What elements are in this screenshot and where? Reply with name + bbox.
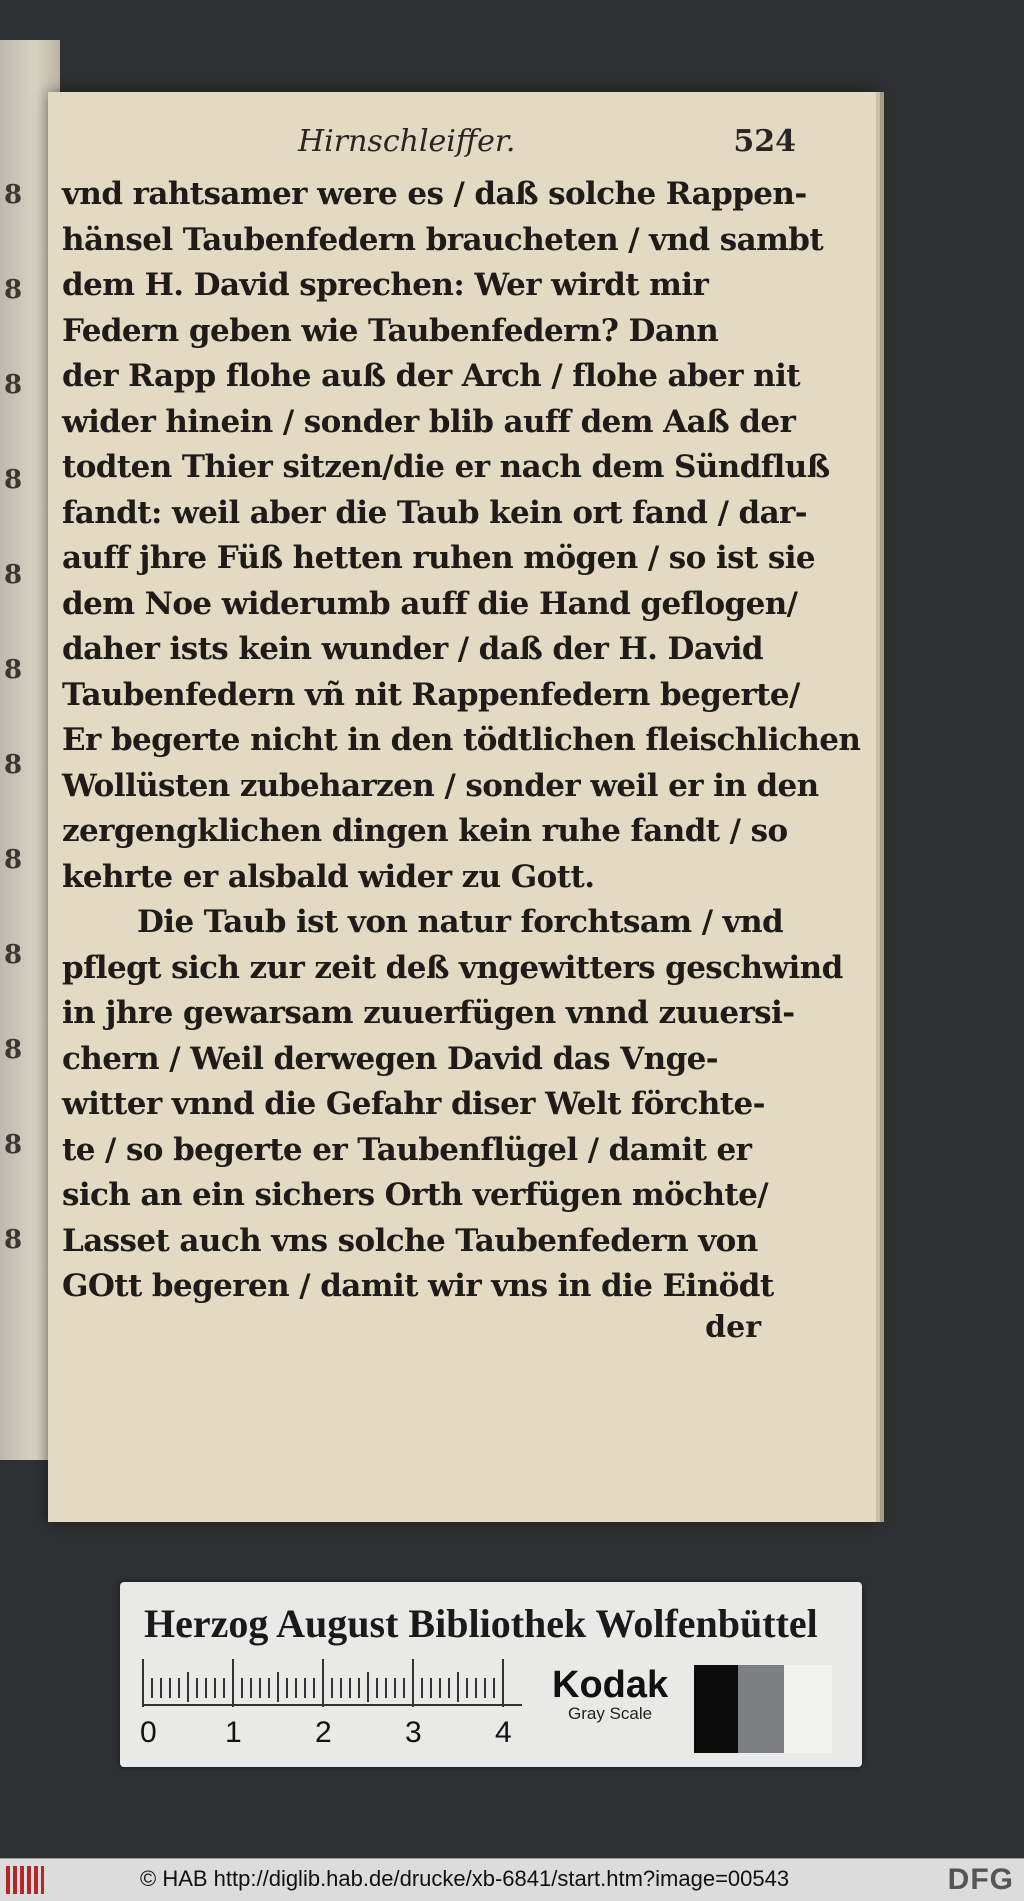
ruler-tick: [232, 1659, 234, 1707]
ruler-tick: [502, 1659, 504, 1707]
ruler-tick: [430, 1678, 432, 1698]
ruler: [142, 1664, 542, 1759]
text-line: te / so begerte er Taubenflügel / damit er: [62, 1131, 752, 1168]
ruler-tick: [322, 1659, 324, 1707]
ruler-tick: [295, 1678, 297, 1698]
margin-glyph: 8: [4, 370, 23, 400]
running-head: Hirnschleiffer.: [298, 124, 516, 159]
text-line: Federn geben wie Taubenfedern? Dann: [62, 312, 719, 349]
ruler-tick: [349, 1678, 351, 1698]
text-line: sich an ein sichers Orth verfügen möchte/: [62, 1177, 768, 1213]
card-title: Herzog August Bibliothek Wolfenbüttel: [144, 1601, 818, 1646]
text-line: in jhre gewarsam zuuerfügen vnnd zuuersi-: [62, 995, 795, 1031]
ruler-baseline: [142, 1704, 522, 1706]
ruler-tick: [475, 1678, 477, 1698]
ruler-tick: [142, 1659, 144, 1707]
ruler-tick: [250, 1678, 252, 1698]
ruler-tick: [196, 1678, 198, 1698]
ruler-tick: [358, 1678, 360, 1698]
text-line: Wollüsten zubeharzen / sonder weil er in den: [62, 767, 819, 804]
ruler-tick: [421, 1678, 423, 1698]
ruler-tick: [376, 1678, 378, 1698]
text-line: hänsel Taubenfedern braucheten / vnd sambt: [62, 221, 824, 258]
margin-glyph: 8: [4, 275, 23, 305]
catchword: der: [705, 1310, 761, 1345]
margin-glyph: 8: [4, 465, 23, 495]
text-line: kehrte er alsbald wider zu Gott.: [62, 858, 595, 895]
ruler-tick: [304, 1678, 306, 1698]
text-line: Lasset auch vns solche Taubenfedern von: [62, 1222, 758, 1259]
ruler-tick: [313, 1678, 315, 1698]
ruler-tick: [277, 1672, 279, 1702]
text-line: daher ists kein wunder / daß der H. David: [62, 631, 763, 667]
ruler-tick: [286, 1678, 288, 1698]
viewer-footer: [0, 1858, 1024, 1901]
ruler-tick: [448, 1678, 450, 1698]
book-page: [48, 92, 876, 1522]
text-line: vnd rahtsamer were es / daß solche Rappen-: [62, 176, 807, 212]
gray-scale-label: Gray Scale: [568, 1704, 653, 1723]
ruler-number: 3: [405, 1716, 422, 1749]
ruler-number: 0: [140, 1716, 157, 1749]
color-calibration-card: [120, 1582, 862, 1767]
margin-glyph: 8: [4, 1130, 23, 1160]
ruler-tick: [241, 1678, 243, 1698]
ruler-tick: [205, 1678, 207, 1698]
swatch-gray: [738, 1665, 784, 1753]
ruler-tick: [412, 1659, 414, 1707]
text-line: GOtt begeren / damit wir vns in die Einödt: [62, 1268, 774, 1304]
margin-glyph: 8: [4, 655, 23, 685]
dfg-logo: DFG: [947, 1863, 1014, 1896]
margin-glyph: 8: [4, 750, 23, 780]
margin-glyph: 8: [4, 1225, 23, 1255]
ruler-number: 4: [495, 1716, 512, 1749]
text-line: Taubenfedern vñ nit Rappenfedern begerte/: [62, 676, 800, 713]
text-line: pflegt sich zur zeit deß vngewitters geschwind: [62, 949, 843, 986]
ruler-tick: [187, 1672, 189, 1702]
ruler-tick: [385, 1678, 387, 1698]
ruler-tick: [214, 1678, 216, 1698]
ruler-tick: [268, 1678, 270, 1698]
ruler-tick: [259, 1678, 261, 1698]
footer-citation-link[interactable]: © HAB http://diglib.hab.de/drucke/xb-6841/start.htm?image=00543: [140, 1866, 790, 1891]
ruler-tick: [403, 1678, 405, 1698]
ruler-tick: [331, 1678, 333, 1698]
ruler-tick: [484, 1678, 486, 1698]
ruler-tick: [367, 1672, 369, 1702]
text-line: dem H. David sprechen: Wer wirdt mir: [62, 267, 709, 303]
margin-glyph: 8: [4, 845, 23, 875]
text-line: fandt: weil aber die Taub kein ort fand / dar-: [62, 494, 808, 531]
ruler-tick: [169, 1678, 171, 1698]
text-line: Er begerte nicht in den tödtlichen fleischlichen: [62, 722, 861, 758]
ruler-tick: [394, 1678, 396, 1698]
text-line: auff jhre Füß hetten ruhen mögen / so ist sie: [62, 540, 815, 576]
margin-glyph: 8: [4, 1035, 23, 1065]
text-line: zergengklichen dingen kein ruhe fandt / so: [62, 813, 788, 849]
margin-glyph: 8: [4, 560, 23, 590]
hab-logo-icon: [6, 1866, 44, 1894]
text-line: der Rapp flohe auß der Arch / flohe aber nit: [62, 358, 800, 394]
ruler-number: 2: [315, 1716, 332, 1749]
ruler-tick: [457, 1672, 459, 1702]
margin-glyph: 8: [4, 940, 23, 970]
ruler-tick: [178, 1678, 180, 1698]
page-number: 524: [733, 124, 796, 159]
text-line: todten Thier sitzen/die er nach dem Sündfluß: [62, 449, 830, 485]
kodak-logo: Kodak: [552, 1664, 669, 1706]
ruler-tick: [439, 1678, 441, 1698]
ruler-number: 1: [225, 1716, 242, 1749]
ruler-tick: [160, 1678, 162, 1698]
ruler-tick: [340, 1678, 342, 1698]
ruler-tick: [223, 1678, 225, 1698]
text-line: witter vnnd die Gefahr diser Welt förchte-: [62, 1086, 765, 1122]
text-line: chern / Weil derwegen David das Vnge-: [62, 1040, 719, 1077]
page-body-text: [62, 172, 861, 1310]
text-line: dem Noe widerumb auff die Hand geflogen/: [62, 585, 798, 622]
ruler-tick: [493, 1678, 495, 1698]
swatch-black: [694, 1665, 738, 1753]
ruler-tick: [151, 1678, 153, 1698]
text-line: wider hinein / sonder blib auff dem Aaß der: [62, 403, 796, 440]
swatch-white: [784, 1665, 832, 1753]
text-line: Die Taub ist von natur forchtsam / vnd: [137, 904, 784, 940]
page-header: [48, 124, 876, 164]
margin-glyph: 8: [4, 180, 23, 210]
ruler-tick: [466, 1678, 468, 1698]
